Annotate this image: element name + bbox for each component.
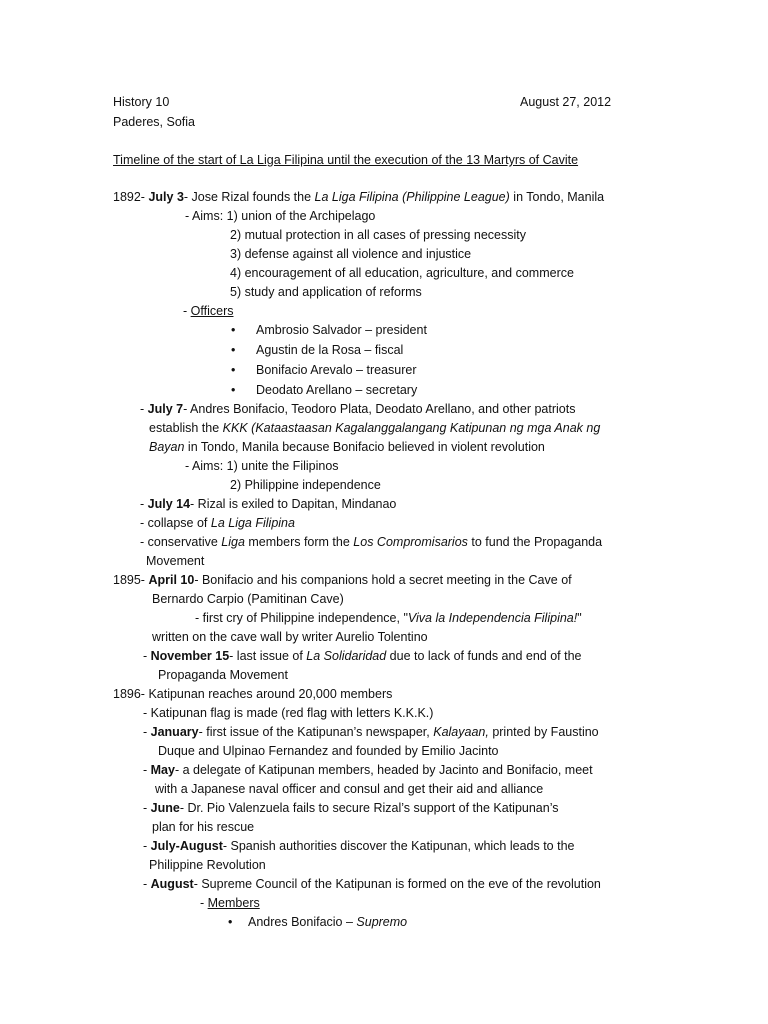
entry-june-cont: plan for his rescue xyxy=(152,820,255,834)
entry-july-7: - July 7- Andres Bonifacio, Teodoro Plata, Deodato Arellano, and other patriots xyxy=(140,402,576,416)
entry-june: - June- Dr. Pio Valenzuela fails to secure Rizal’s support of the Katipunan’s xyxy=(143,801,559,815)
entry-august: - August- Supreme Council of the Katipunan is formed on the eve of the revolution xyxy=(143,877,601,891)
officer-item: Agustin de la Rosa – fiscal xyxy=(256,343,404,357)
bullet-icon: • xyxy=(231,343,236,357)
entry-january: - January- first issue of the Katipunan’s newspaper, Kalayaan, printed by Faustino xyxy=(143,725,599,739)
entry-july-14: - July 14- Rizal is exiled to Dapitan, Mindanao xyxy=(140,497,397,511)
entry-1895-cont: Bernardo Carpio (Pamitinan Cave) xyxy=(152,592,344,606)
officers-heading: - Officers xyxy=(183,304,234,318)
bullet-icon: • xyxy=(228,915,233,929)
entry-july-august: - July-August- Spanish authorities discover the Katipunan, which leads to the xyxy=(143,839,575,853)
entry-may-cont: with a Japanese naval officer and consul and get their aid and alliance xyxy=(155,782,544,796)
liga-aims-2: 2) mutual protection in all cases of pressing necessity xyxy=(230,228,526,242)
liga-aims-1: - Aims: 1) union of the Archipelago xyxy=(185,209,376,223)
entry-1892-july-3: 1892- July 3- Jose Rizal founds the La Liga Filipina (Philippine League) in Tondo, Manila xyxy=(113,190,605,204)
entry-july-7-cont: establish the KKK (Kataastaasan Kagalanggalangang Katipunan ng mga Anak ng xyxy=(149,421,601,435)
entry-november-15-cont: Propaganda Movement xyxy=(158,668,288,682)
officer-item: Deodato Arellano – secretary xyxy=(256,383,418,397)
liga-aims-4: 4) encouragement of all education, agriculture, and commerce xyxy=(230,266,574,280)
liga-aims-5: 5) study and application of reforms xyxy=(230,285,422,299)
entry-november-15: - November 15- last issue of La Solidaridad due to lack of funds and end of the xyxy=(143,649,582,663)
members-heading: - Members xyxy=(200,896,260,910)
entry-conservative-cont: Movement xyxy=(146,554,205,568)
liga-aims-3: 3) defense against all violence and injustice xyxy=(230,247,472,261)
kkk-aims-2: 2) Philippine independence xyxy=(230,478,381,492)
entry-1895-april-10: 1895- April 10- Bonifacio and his companions hold a secret meeting in the Cave of xyxy=(113,573,572,587)
student-name: Paderes, Sofia xyxy=(113,115,195,129)
entry-july-7-cont2: Bayan in Tondo, Manila because Bonifacio believed in violent revolution xyxy=(149,440,545,454)
page-title: Timeline of the start of La Liga Filipina until the execution of the 13 Martyrs of Cavite xyxy=(113,153,579,167)
entry-first-cry: - first cry of Philippine independence, "Viva la Independencia Filipina!" xyxy=(195,611,582,625)
entry-july-august-cont: Philippine Revolution xyxy=(149,858,266,872)
officer-item: Bonifacio Arevalo – treasurer xyxy=(256,363,417,377)
course-name: History 10 xyxy=(113,95,170,109)
document-date: August 27, 2012 xyxy=(520,95,612,109)
entry-1896: 1896- Katipunan reaches around 20,000 members xyxy=(113,687,393,701)
bullet-icon: • xyxy=(231,363,236,377)
bullet-icon: • xyxy=(231,323,236,337)
bullet-icon: • xyxy=(231,383,236,397)
officer-item: Ambrosio Salvador – president xyxy=(256,323,427,337)
entry-conservative: - conservative Liga members form the Los Compromisarios to fund the Propaganda xyxy=(140,535,603,549)
entry-january-cont: Duque and Ulpinao Fernandez and founded by Emilio Jacinto xyxy=(158,744,499,758)
member-item: Andres Bonifacio – Supremo xyxy=(248,915,408,929)
entry-flag: - Katipunan flag is made (red flag with letters K.K.K.) xyxy=(143,706,434,720)
entry-collapse: - collapse of La Liga Filipina xyxy=(140,516,295,530)
entry-may: - May- a delegate of Katipunan members, headed by Jacinto and Bonifacio, meet xyxy=(143,763,593,777)
kkk-aims-1: - Aims: 1) unite the Filipinos xyxy=(185,459,339,473)
entry-first-cry-cont: written on the cave wall by writer Aurelio Tolentino xyxy=(152,630,428,644)
